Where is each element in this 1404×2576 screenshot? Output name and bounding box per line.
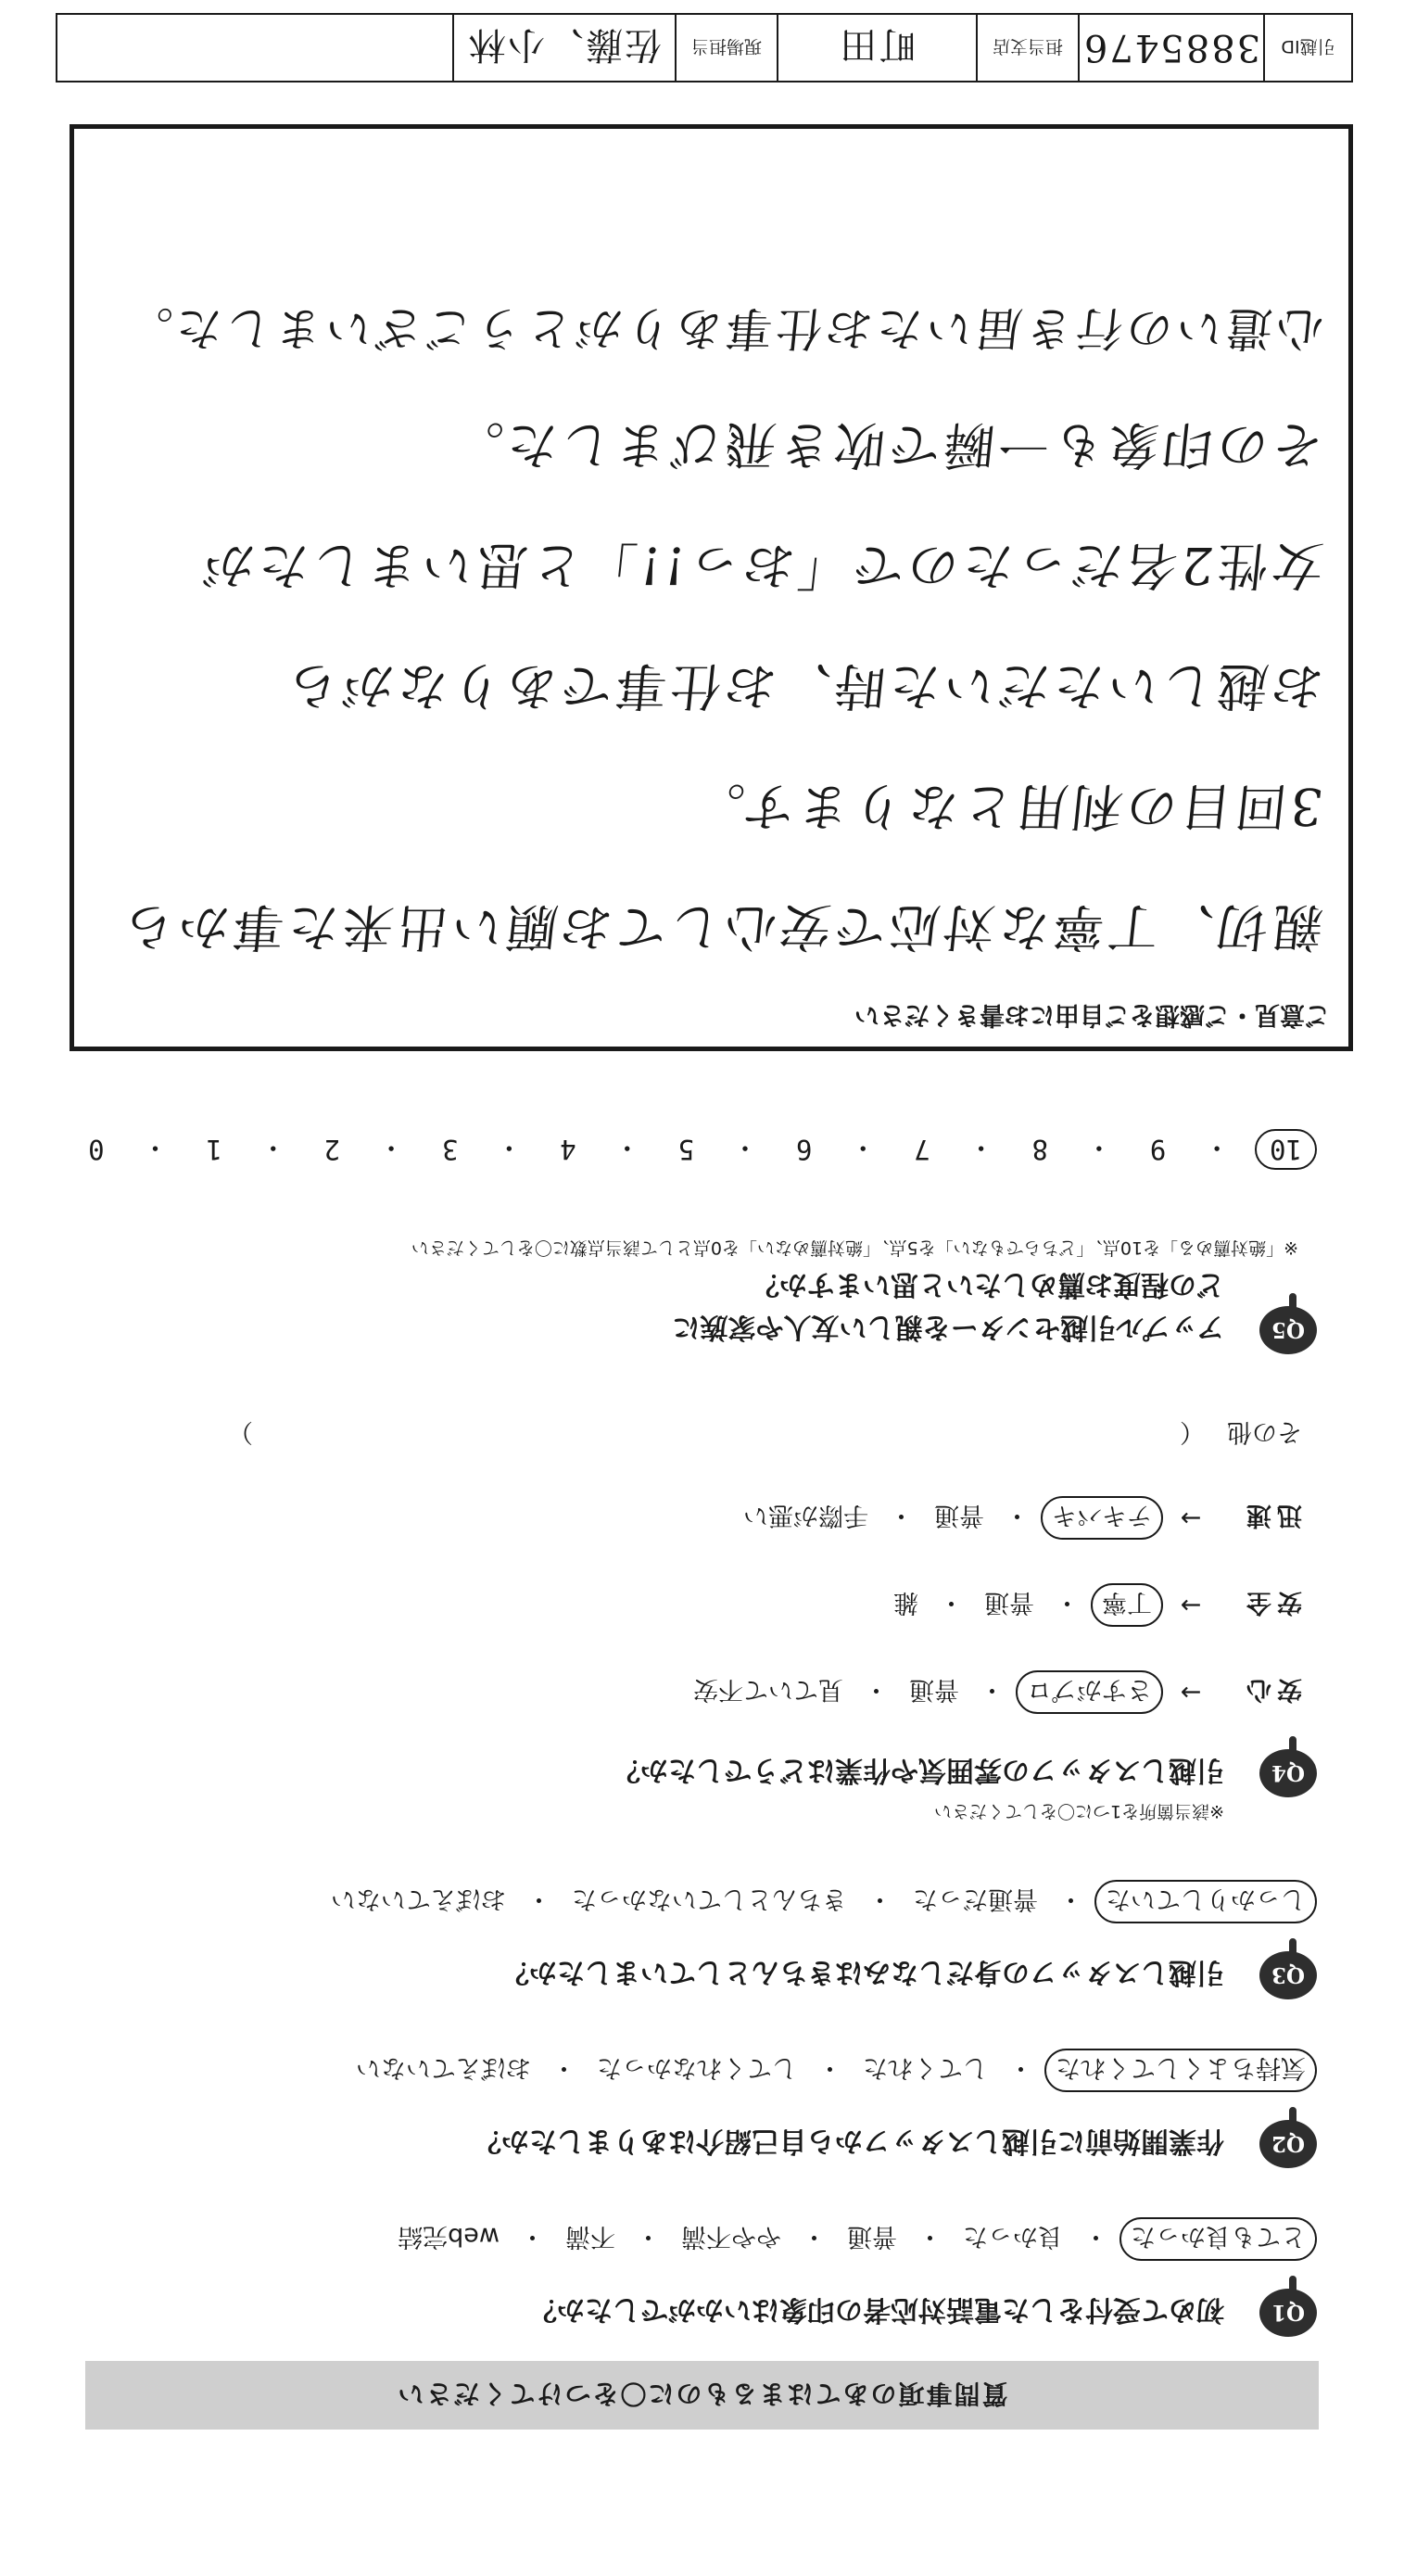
q5-scale: 10 ・ 9 ・ 8 ・ 7 ・ 6 ・ 5 ・ 4 ・ 3 ・ 2 ・ 1 ・ 0 [75,1129,1317,1170]
q1-option[interactable]: 不満 [565,2222,615,2251]
badge-tail-decoration [1289,1293,1296,1308]
footer-id-label: 引越ID [1281,36,1335,57]
q4-option[interactable]: 普通 [934,1501,984,1529]
q3-option[interactable]: きちんとしていなかった [572,1884,847,1913]
footer-branch-label: 担当支店 [993,36,1064,57]
q5-score[interactable]: 4 [560,1134,576,1165]
q5-score[interactable]: 2 [323,1134,341,1165]
q1-option-selected[interactable]: とても良かった [1119,2217,1317,2261]
footer-table [56,13,1353,82]
q4-row-jinsoku: 迅速 → テキパキ ・ 普通 ・ 手際が悪い [97,1496,1302,1540]
q4-other-label: その他 [1227,1417,1302,1446]
footer-leader-label-cell [675,15,777,81]
footer-id-label-cell [1263,15,1351,81]
q4-option-selected[interactable]: さすがプロ [1016,1670,1163,1714]
q2-badge: Q2 [1259,2120,1317,2168]
badge-tail-decoration [1289,2107,1296,2122]
footer-blank-cell [57,15,452,81]
q4-category: 安全 [1241,1588,1302,1617]
feedback-line: その印象も一瞬で吹き飛びました。 [445,415,1326,475]
q3-text: 引越しスタッフの身だしなみはきちんとしていましたか？ [501,1956,1224,1988]
q1-text: 初めて受付をした電話対応者の印象はいかがでしたか？ [529,2293,1224,2326]
q4-other-row [97,1416,1302,1453]
q4-option-selected[interactable]: 丁寧 [1091,1583,1163,1627]
q1-options: とても良かった ・ 良かった ・ 普通 ・ やや不満 ・ 不満 ・ web完結 [75,2217,1317,2261]
q1-option[interactable]: やや不満 [681,2222,781,2251]
q5-score[interactable]: 3 [442,1134,459,1165]
q5-text-line2: どの程度お薦めしたいと思いますか？ [752,1268,1224,1301]
q1-badge: Q1 [1259,2289,1317,2337]
q4-option[interactable]: 普通 [909,1675,959,1704]
q4-row-anzen: 安全 → 丁寧 ・ 普通 ・ 雑 [97,1583,1302,1627]
q4-other-open: （ [1180,1417,1205,1446]
q4-option[interactable]: 手際が悪い [743,1501,868,1529]
feedback-line: 女性2名だったので「おっ!!」と思いましたが [196,536,1326,595]
instruction-band [85,2361,1319,2430]
q5-score[interactable]: 0 [88,1134,105,1165]
footer-leader-label: 現場担当 [691,36,763,57]
q4-category: 安心 [1241,1675,1302,1704]
instruction-text: 質問事項のあてはまるものに〇をつけてください [396,2379,1008,2409]
footer-branch-value: 町田 [838,23,917,66]
feedback-line: 心遣いの行き届いたお仕事ありがとうございました。 [119,301,1326,355]
q5-score[interactable]: 6 [795,1134,813,1165]
q2-text: 作業開始前に引越しスタッフから自己紹介はありましたか？ [474,2125,1224,2157]
q5-badge: Q5 [1259,1306,1317,1354]
q2-options: 気持ちよくしてくれた ・ してくれた ・ してくれなかった ・ おぼえていない [75,2049,1317,2092]
arrow-right-icon: → [1180,1591,1202,1619]
q2-option[interactable]: おぼえていない [356,2053,531,2082]
q5-text-line1: アップル引越センターを親しい友人や家族に [672,1311,1224,1343]
feedback-title: ご意見・ご感想をご自由にお書きください [854,1000,1330,1029]
q4-other-close: ） [228,1417,253,1446]
footer-id-value: 3885476 [1081,26,1261,70]
q5-score[interactable]: 8 [1031,1134,1048,1165]
footer-branch-label-cell [976,15,1078,81]
footer-leader-value: 佐藤、小林 [467,23,662,66]
q4-note: ※該当箇所を1つに〇をしてください [933,1801,1224,1821]
footer-branch-value-cell [777,15,976,81]
q2-option-selected[interactable]: 気持ちよくしてくれた [1044,2049,1317,2092]
q4-option[interactable]: 普通 [984,1588,1034,1617]
q4-badge: Q4 [1259,1749,1317,1797]
feedback-line: 親切、丁寧な対応で安心してお願い出来た事から [117,897,1326,957]
q1-option[interactable]: 普通 [847,2222,897,2251]
q5-score[interactable]: 5 [677,1134,695,1165]
q4-option-selected[interactable]: テキパキ [1041,1496,1163,1540]
footer-leader-value-cell [452,15,675,81]
q4-text: 引越しスタッフの雰囲気や作業はどうでしたか？ [613,1754,1224,1786]
arrow-right-icon: → [1180,1504,1202,1532]
q5-score[interactable]: 7 [914,1134,930,1165]
q4-category: 迅速 [1241,1501,1302,1529]
q5-score-selected[interactable]: 10 [1255,1129,1317,1170]
badge-tail-decoration [1289,1736,1296,1751]
feedback-line: 3回目の利用となります。 [686,777,1326,836]
footer-id-value-cell [1078,15,1263,81]
q3-badge: Q3 [1259,1951,1317,1999]
q5-score[interactable]: 1 [206,1134,222,1165]
badge-tail-decoration [1289,1938,1296,1953]
q3-option-selected[interactable]: しっかりしていた [1094,1880,1317,1923]
q2-option[interactable]: してくれなかった [597,2053,797,2082]
q1-option[interactable]: 良かった [963,2222,1063,2251]
feedback-box[interactable] [70,124,1353,1051]
q4-option[interactable]: 雑 [893,1588,918,1617]
q1-option[interactable]: web完結 [398,2222,500,2251]
q2-option[interactable]: してくれた [863,2053,988,2082]
q4-option[interactable]: 見ていて不安 [693,1675,843,1704]
q5-note: ※「絶対薦める」を10点、「どちらでもない」を5点、「絶対薦めない」を0点として該当点数に〇をしてください [411,1237,1298,1258]
q3-option[interactable]: 普通だった [913,1884,1038,1913]
q3-option[interactable]: おぼえていない [331,1884,506,1913]
q5-score[interactable]: 9 [1149,1134,1167,1165]
q3-options: しっかりしていた ・ 普通だった ・ きちんとしていなかった ・ おぼえていない [75,1880,1317,1923]
arrow-right-icon: → [1180,1678,1202,1707]
q4-row-anshin: 安心 → さすがプロ ・ 普通 ・ 見ていて不安 [97,1670,1302,1714]
badge-tail-decoration [1289,2276,1296,2290]
feedback-line: お越しいただいた時、お仕事でありながら [281,656,1326,716]
